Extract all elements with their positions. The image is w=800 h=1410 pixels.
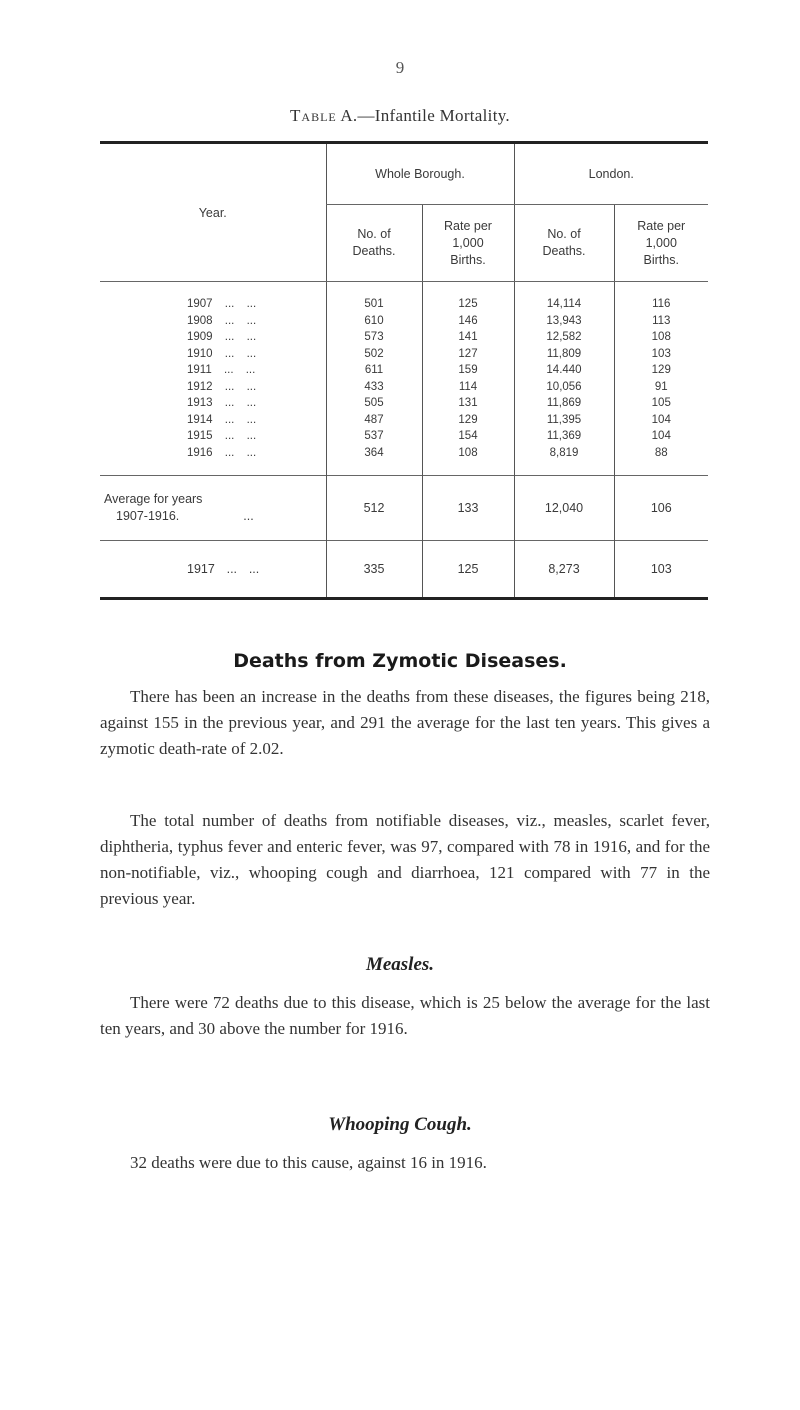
page-number: 9 — [395, 58, 405, 77]
whooping-cough-paragraph: 32 deaths were due to this cause, against 16 in 1916. — [130, 1153, 487, 1172]
table-row: 1916 ... ... 364 108 8,819 88 — [100, 445, 708, 462]
table-title-prefix: Table — [290, 106, 337, 125]
average-label: Average for years 1907-1916. ... — [104, 492, 254, 523]
table-title — [0, 106, 800, 126]
table-row-1917: 1917 ... ... 335 125 8,273 103 — [100, 541, 708, 599]
year-header: Year. — [100, 143, 326, 282]
london-rate-header: Rate per 1,000 Births. — [614, 205, 708, 282]
whole-borough-header: Whole Borough. — [326, 143, 514, 205]
zymotic-heading: Deaths from Zymotic Diseases. — [233, 650, 567, 672]
table-row: 1910 ... ... 502 127 11,809 103 — [100, 346, 708, 363]
table-row: 1911 ... ... 611 159 14.440 129 — [100, 362, 708, 379]
zymotic-paragraph-1: There has been an increase in the deaths from these diseases, the figures being 218, against 155 in the previous year, and 291 the average for the last ten years. This gives a zymotic death-rate of 2.02. — [100, 687, 710, 758]
table-row: 1914 ... ... 487 129 11,395 104 — [100, 412, 708, 429]
table-row: 1913 ... ... 505 131 11,869 105 — [100, 395, 708, 412]
table-row: 1915 ... ... 537 154 11,369 104 — [100, 428, 708, 445]
table-row: 1912 ... ... 433 114 10,056 91 — [100, 379, 708, 396]
whooping-cough-heading: Whooping Cough. — [328, 1114, 472, 1135]
borough-rate-header: Rate per 1,000 Births. — [422, 205, 514, 282]
borough-deaths-header: No. of Deaths. — [326, 205, 422, 282]
infantile-mortality-table — [100, 141, 708, 600]
table-row: 1908 ... ... 610 146 13,943 113 — [100, 313, 708, 330]
average-row: Average for years 1907-1916. ... 512 133 12,040 106 — [100, 476, 708, 541]
table-row: 1907 ... ... 501 125 14,114 116 — [100, 296, 708, 313]
measles-heading: Measles. — [365, 954, 435, 975]
zymotic-paragraph-2: The total number of deaths from notifiable diseases, viz., measles, scarlet fever, diphtheria, typhus fever and enteric fever, was 97, compared with 78 in 1916, and for the non-notifiable, viz., whooping cough and diarrhoea, 121 compared with 77 in the previous year. — [100, 811, 710, 908]
table-title-text: A.—Infantile Mortality. — [336, 106, 510, 125]
london-deaths-header: No. of Deaths. — [514, 205, 614, 282]
table-row: 1909 ... ... 573 141 12,582 108 — [100, 329, 708, 346]
measles-paragraph: There were 72 deaths due to this disease, which is 25 below the average for the last ten years, and 30 above the number for 1916. — [100, 993, 710, 1038]
london-header: London. — [514, 143, 708, 205]
